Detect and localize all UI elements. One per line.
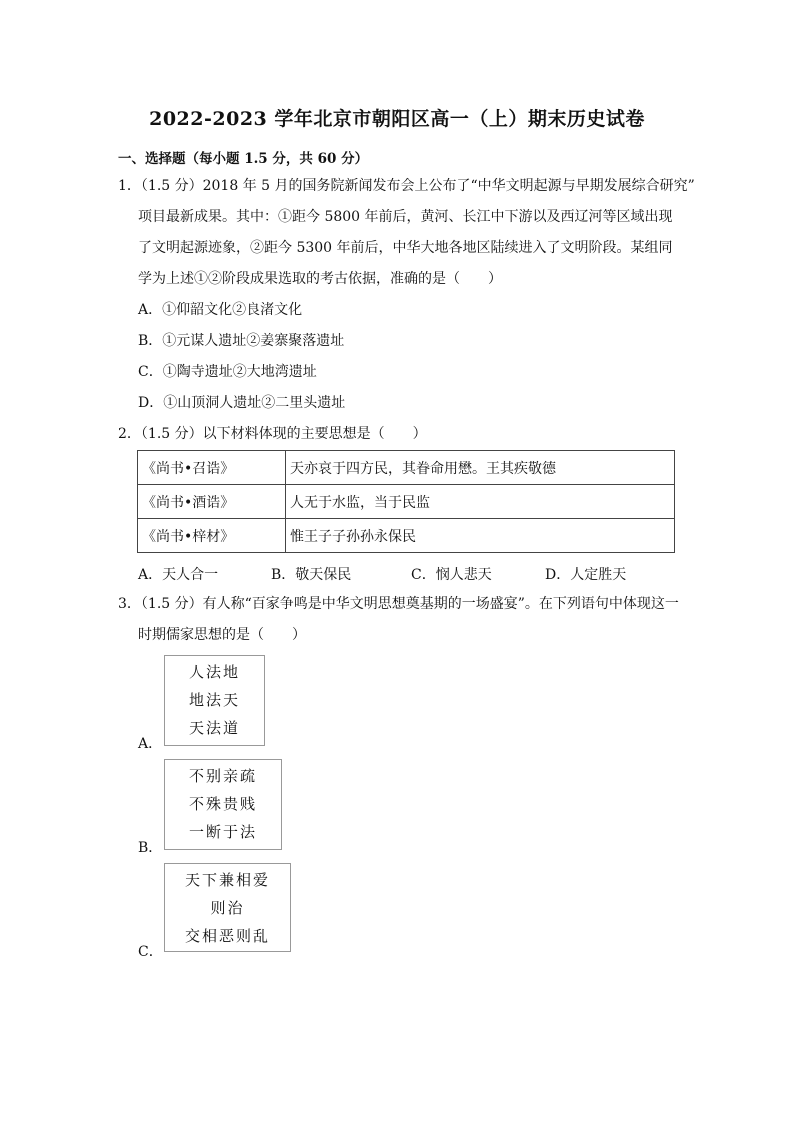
- q3-option-c-line-2: 则治: [210, 899, 245, 917]
- q1-option-b: B．①元谋人遗址②姜寨聚落遗址: [138, 333, 345, 349]
- q2-stem: 2．（1.5 分）以下材料体现的主要思想是（ ）: [118, 426, 427, 442]
- q3-option-b-image: [164, 759, 282, 850]
- q3-option-a-line-1: 人法地: [188, 663, 240, 681]
- table-row: [138, 485, 675, 519]
- q2-option-c: C．悯人悲天: [411, 567, 492, 583]
- q3-option-c-image: [164, 863, 291, 952]
- q2-option-a: A．天人合一: [138, 567, 219, 583]
- table-row: [138, 519, 675, 553]
- q3-option-a-line-3: 天法道: [188, 719, 240, 737]
- q3-option-b-line-1: 不别亲疏: [188, 767, 257, 785]
- q3-option-b-line-3: 一断于法: [188, 823, 257, 841]
- q1-option-d: D．①山顶洞人遗址②二里头遗址: [138, 395, 346, 411]
- table-cell-source: 《尚书•梓材》: [138, 519, 286, 553]
- q3-option-c-line-1: 天下兼相爱: [184, 871, 270, 889]
- q3-option-b-line-2: 不殊贵贱: [188, 795, 257, 813]
- q1-stem-line-3: 了文明起源迹象，②距今 5300 年前后，中华大地各地区陆续进入了文明阶段。某组同: [138, 240, 673, 256]
- table-cell-source: 《尚书•酒诰》: [138, 485, 286, 519]
- q1-stem-line-4: 学为上述①②阶段成果选取的考古依据，准确的是（ ）: [138, 271, 502, 287]
- q3-option-c-line-3: 交相恶则乱: [184, 927, 270, 945]
- q2-material-table: [137, 450, 675, 553]
- q3-stem-line-2: 时期儒家思想的是（ ）: [138, 627, 306, 643]
- q1-stem-line-1: 1．（1.5 分）2018 年 5 月的国务院新闻发布会上公布了“中华文明起源与早期发展综合研究”: [118, 178, 695, 194]
- q1-option-a: A．①仰韶文化②良渚文化: [138, 302, 303, 318]
- q2-option-b: B．敬天保民: [271, 567, 352, 583]
- table-row: [138, 451, 675, 485]
- table-cell-quote: 人无于水监，当于民监: [286, 485, 675, 519]
- q2-option-d: D．人定胜天: [545, 567, 627, 583]
- q3-stem-line-1: 3．（1.5 分）有人称“百家争鸣是中华文明思想奠基期的一场盛宴”。在下列语句中体现这一: [118, 596, 679, 612]
- q3-option-b-label: B．: [138, 840, 163, 856]
- q3-option-a-image: [164, 655, 265, 746]
- table-cell-quote: 惟王子子孙孙永保民: [286, 519, 675, 553]
- q3-option-a-line-2: 地法天: [188, 691, 240, 709]
- q1-stem-line-2: 项目最新成果。其中：①距今 5800 年前后，黄河、长江中下游以及西辽河等区域出现: [138, 209, 673, 225]
- q3-option-a-label: A．: [138, 736, 163, 752]
- q3-option-c-label: C．: [138, 944, 163, 960]
- page-title: 2022-2023 学年北京市朝阳区高一（上）期末历史试卷: [149, 108, 645, 130]
- section-title: 一、选择题（每小题 1.5 分，共 60 分）: [118, 151, 369, 167]
- table-cell-source: 《尚书•召诰》: [138, 451, 286, 485]
- table-cell-quote: 天亦哀于四方民，其眷命用懋。王其疾敬德: [286, 451, 675, 485]
- q1-option-c: C．①陶寺遗址②大地湾遗址: [138, 364, 317, 380]
